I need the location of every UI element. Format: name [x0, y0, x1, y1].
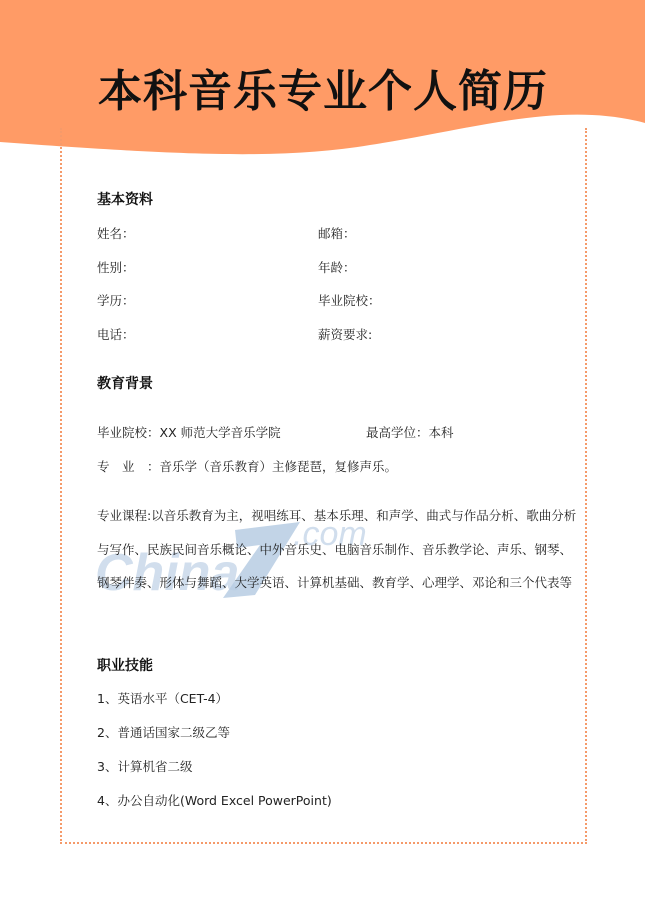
education-school: 毕业院校：XX 师范大学音乐学院 — [97, 425, 281, 440]
field-gender: 性别： — [97, 260, 135, 275]
field-age: 年龄： — [318, 260, 356, 275]
skill-item: 2、普通话国家二级乙等 — [97, 725, 230, 740]
watermark-com-text: .com — [293, 515, 367, 553]
field-name: 姓名： — [97, 226, 135, 241]
field-phone: 电话： — [97, 327, 135, 342]
skill-item: 4、办公自动化(Word Excel PowerPoint) — [97, 793, 332, 808]
section-title-skills: 职业技能 — [97, 658, 153, 674]
skill-item: 1、英语水平（CET-4） — [97, 691, 229, 706]
field-salary: 薪资要求: — [318, 327, 373, 342]
section-title-basic-info: 基本资料 — [97, 192, 153, 208]
education-courses-line: 钢琴伴奏、形体与舞蹈、大学英语、计算机基础、教育学、心理学、邓论和三个代表等 — [97, 575, 573, 590]
education-major: 专 业 ：音乐学（音乐教育）主修琵琶，复修声乐。 — [97, 459, 398, 474]
field-school: 毕业院校： — [318, 293, 381, 308]
watermark-china-text: China — [95, 544, 240, 602]
education-courses-line: 与写作、民族民间音乐概论、中外音乐史、电脑音乐制作、音乐教学论、声乐、钢琴、 — [97, 542, 573, 557]
education-degree: 最高学位：本科 — [366, 425, 454, 440]
skill-item: 3、计算机省二级 — [97, 759, 193, 774]
document-title: 本科音乐专业个人简历 — [98, 66, 548, 117]
section-title-education: 教育背景 — [97, 376, 153, 392]
education-courses-line: 专业课程:以音乐教育为主，视唱练耳、基本乐理、和声学、曲式与作品分析、歌曲分析 — [97, 508, 577, 523]
field-email: 邮箱： — [318, 226, 356, 241]
field-education: 学历： — [97, 293, 135, 308]
